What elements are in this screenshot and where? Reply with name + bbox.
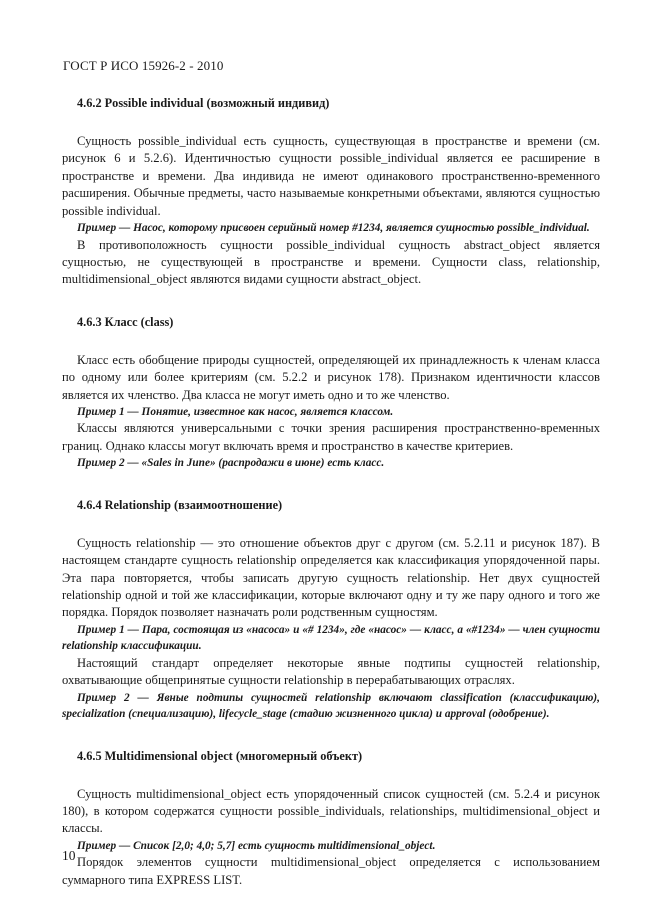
example-paragraph: Пример — Список [2,0; 4,0; 5,7] есть сущность multidimensional_object. (77, 839, 436, 852)
example-paragraph: Пример 2 — Явные подтипы сущностей relationship включают classification (классификацию), specialization (специализацию), lifecycle_stage (стадию жизненного цикла) и approval (одобрение). (62, 691, 600, 721)
example-paragraph: Пример 1 — Понятие, известное как насос, является классом. (77, 405, 394, 418)
paragraph: Сущность possible_individual есть сущность, существующая в пространстве и времени (см. рисунок 6 и 5.2.6). Идентичностью сущности possible_individual является ее расширение в пространстве и времени. Два индивида не имеют одинакового пространственно-временного расширения. Обычные предметы, часто называемые конкретными объектами, являются сущностью possible individual. (62, 134, 600, 218)
paragraph: Порядок элементов сущности multidimensional_object определяется с использованием суммарного типа EXPRESS LIST. (62, 855, 600, 887)
paragraph: Сущность relationship — это отношение объектов друг с другом (см. 5.2.11 и рисунок 187). В настоящем стандарте сущность relationship определяется как классификация упорядоченной пары. Эта пара повторяется, чтобы записать другую сущность relationship. Нет двух сущностей relationship одной и той же классификации, которые включают одну и ту же пару одного и того же порядка. Порядок позволяет назначать роли родственным сущностям. (62, 535, 600, 620)
example-paragraph: Пример — Насос, которому присвоен серийный номер #1234, является сущностью possible_individual. (77, 222, 590, 235)
paragraph: Сущность multidimensional_object есть упорядоченный список сущностей (см. 5.2.4 и рисунок 180), в котором содержатся сущности possible_individuals, relationships, multidimensional_object и классы. (62, 786, 600, 836)
section-possible-individual (62, 95, 600, 289)
paragraph: Классы являются универсальными с точки зрения расширения пространственно-временных границ. Однако классы могут включать время и пространство в качестве критериев. (62, 421, 600, 453)
section-class (62, 314, 600, 472)
document-body (62, 95, 600, 889)
paragraph: Класс есть обобщение природы сущностей, определяющей их принадлежность к членам класса по одному или более критериям (см. 5.2.2 и рисунок 178). Признаком идентичности классов является их членство. Два класса не могут иметь одно и то же членство. (62, 352, 600, 402)
section-multidimensional-object (62, 748, 600, 890)
paragraph: Настоящий стандарт определяет некоторые явные подтипы сущностей relationship, охватывающие общепринятые сущности relationship в перерабатывающих отраслях. (62, 655, 600, 688)
example-paragraph: Пример 1 — Пара, состоящая из «насоса» и «# 1234», где «насос» — класс, а «#1234» — член сущности relationship классификации. (62, 623, 600, 653)
section-heading: 4.6.2 Possible individual (возможный индивид) (77, 96, 330, 110)
section-heading: 4.6.5 Multidimensional object (многомерный объект) (77, 748, 363, 763)
section-heading: 4.6.4 Relationship (взаимоотношение) (77, 497, 283, 512)
document-header: ГОСТ Р ИСО 15926-2 - 2010 (63, 58, 224, 73)
paragraph: В противоположность сущности possible_individual сущность abstract_object является сущностью, не существующей в пространстве и времени. Сущности class, relationship, multidimensional_object являются видами сущности abstract_object. (62, 237, 600, 287)
section-relationship (62, 497, 600, 723)
example-paragraph: Пример 2 — «Sales in June» (распродажи в июне) есть класс. (77, 457, 385, 470)
section-heading: 4.6.3 Класс (class) (77, 314, 174, 329)
page-number: 10 (62, 848, 76, 863)
